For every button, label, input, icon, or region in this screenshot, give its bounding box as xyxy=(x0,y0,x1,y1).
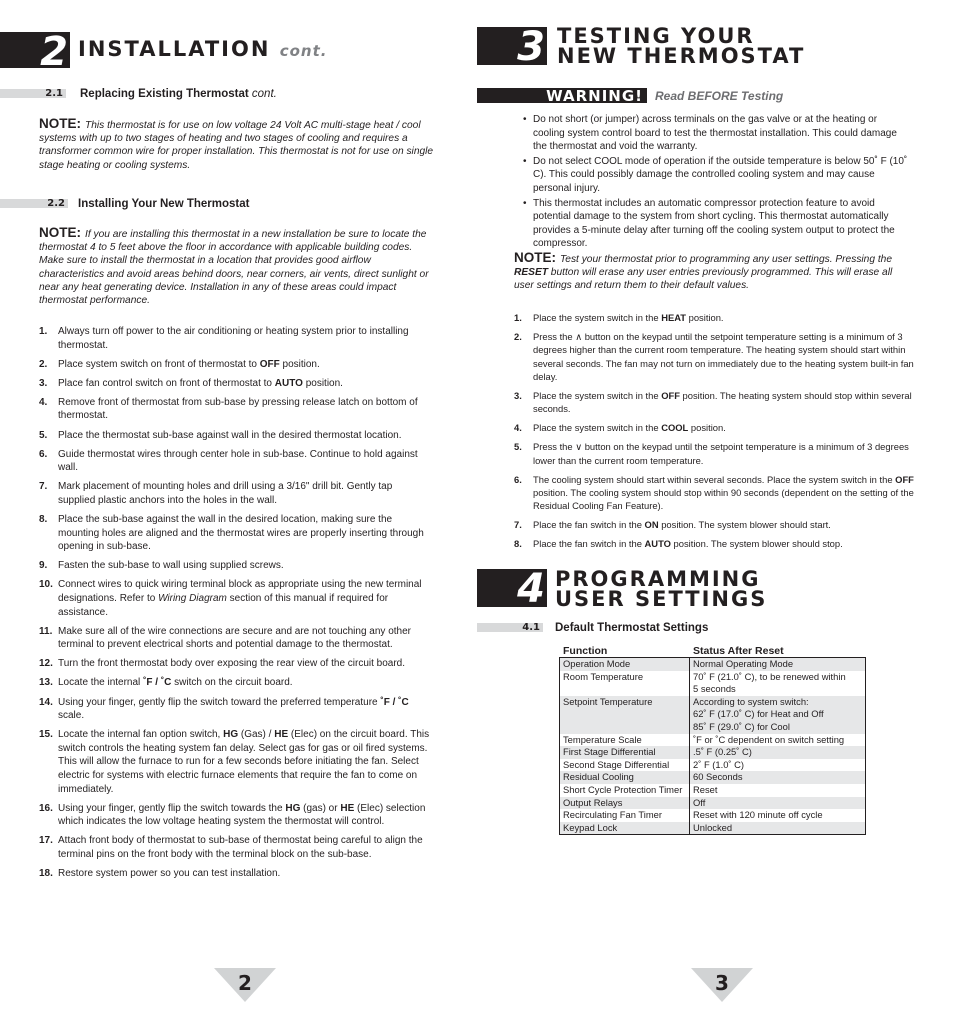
subsection-2-1 xyxy=(0,88,470,100)
step-number: 8. xyxy=(39,514,48,526)
table-cell-function: Residual Cooling xyxy=(560,771,690,784)
note-label: NOTE: xyxy=(514,250,556,265)
step-item xyxy=(39,325,431,352)
step-item xyxy=(514,389,928,416)
step-item xyxy=(39,559,431,573)
table-cell-function: Second Stage Differential xyxy=(560,759,690,772)
table-cell-status: Unlocked xyxy=(690,822,866,835)
section-title xyxy=(78,39,327,61)
step-text: Make sure all of the wire connections are secure and are not touching any other terminal to prevent electrical shorts and potential damage to the thermostat. xyxy=(58,625,411,651)
arrow-icon: ∧ xyxy=(575,330,583,342)
table-cell-status: Reset with 120 minute off cycle xyxy=(693,809,823,821)
default-settings-table xyxy=(559,657,866,835)
step-item xyxy=(39,513,431,554)
step-number: 16. xyxy=(39,802,53,814)
step-text: Connect wires to quick wiring terminal block as appropriate using the new terminal designations. Refer to Wiring Diagram section of this manual if required for assistance. xyxy=(58,579,422,618)
step-item xyxy=(39,657,431,671)
table-cell-status: According to system switch: 62˚ F (17.0˚ C) for Heat and Off 85˚ F (29.0˚ C) for Cool xyxy=(690,696,866,734)
step-number: 2. xyxy=(514,330,522,342)
note-text: This thermostat is for use on low voltage 24 Volt AC multi-stage heat / cool systems with up to two stages of heating and two stages of cooling and requires a transformer common wire for proper installation. This thermostat is not for use on single stage heating or cooling systems. xyxy=(39,120,434,171)
step-number: 7. xyxy=(39,481,48,493)
step-keyword: COOL xyxy=(661,422,689,434)
reset-keyword: RESET xyxy=(514,267,548,279)
step-item xyxy=(39,834,431,861)
step-keyword: AUTO xyxy=(644,538,671,550)
step-item xyxy=(514,330,928,384)
note-text: If you are installing this thermostat in a new installation be sure to locate the thermostat 4 to 5 feet above the floor in accordance with applicable building codes. Make sure to install the thermostat in a location that provides good airflow characteristics and avoid areas behind doors, near corners, air vents, direct sunlight or near any heat generating device. Installation in any of these areas could impact thermostat performance. xyxy=(39,229,429,307)
step-number: 3. xyxy=(514,390,522,402)
table-row xyxy=(560,746,866,759)
step-text: Place the thermostat sub-base against wall in the desired thermostat location. xyxy=(58,429,402,441)
section-header-installation xyxy=(0,28,470,75)
step-item xyxy=(514,421,928,434)
step-text: Fasten the sub-base to wall using supplied screws. xyxy=(58,560,284,572)
table-row xyxy=(560,809,866,822)
step-number: 14. xyxy=(39,696,53,708)
step-item xyxy=(514,440,928,467)
section-header-testing xyxy=(477,23,947,70)
note-label: NOTE: xyxy=(39,116,81,131)
step-keyword: ˚F / ˚C xyxy=(380,696,409,708)
step-text: Press the ∧ button on the keypad until the setpoint temperature setting is a minimum of 3 degrees higher than the current room temperature. The heating system should start within several seconds. The fan may not turn on immediately due to the heating system built-in fan delay. xyxy=(533,330,914,383)
step-number: 18. xyxy=(39,868,53,880)
step-item xyxy=(39,429,431,443)
step-text: Always turn off power to the air conditioning or heating system prior to installing thermostat. xyxy=(58,326,409,351)
step-text: Place the fan switch in the ON position. The system blower should start. xyxy=(533,519,831,531)
page-number-badge xyxy=(691,968,753,1002)
step-keyword: OFF xyxy=(895,473,914,485)
table-row xyxy=(560,822,866,835)
subsection-number: 2.2 xyxy=(0,199,68,208)
step-number: 13. xyxy=(39,677,53,689)
subsection-number: 2.1 xyxy=(0,89,66,98)
step-text: Locate the internal fan option switch, HG (Gas) / HE (Elec) on the circuit board. This switch controls the heating system fan delay. Select gas for gas or oil fired systems. This will allow the furnace to run for a few seconds before initiating the fan. Select electric for systems with electric furnace elements that require the fan to come on immediately. xyxy=(58,729,430,795)
subsection-4-1 xyxy=(477,622,947,634)
step-text: Place the system switch in the COOL position. xyxy=(533,422,726,434)
table-row xyxy=(560,797,866,810)
step-text: Attach front body of thermostat to sub-base of thermostat being careful to align the terminal pins on the front body with the terminal block on the sub-base. xyxy=(58,835,423,860)
step-item xyxy=(39,728,431,796)
table-row xyxy=(560,671,866,696)
subsection-label: Installing Your New Thermostat xyxy=(78,198,250,210)
subsection-2-2 xyxy=(0,198,470,210)
note-reset: NOTE: Test your thermostat prior to programming any user settings. Pressing the RESET button will erase any user entries previously programmed. This will erase all user settings and return them to their default values. xyxy=(514,250,893,292)
section-title xyxy=(557,26,805,66)
table-cell-function: Setpoint Temperature xyxy=(560,696,690,734)
step-number: 6. xyxy=(39,448,48,460)
subsection-label: Default Thermostat Settings xyxy=(555,622,709,634)
table-cell-function: First Stage Differential xyxy=(560,746,690,759)
step-text: Place the system switch in the HEAT position. xyxy=(533,312,724,323)
step-keyword: OFF xyxy=(259,358,280,370)
section-title-line1: TESTING YOUR xyxy=(557,24,755,48)
step-keyword: ON xyxy=(644,519,659,531)
step-keyword: AUTO xyxy=(274,377,303,389)
step-number: 11. xyxy=(39,625,53,637)
step-keyword: HG xyxy=(223,729,239,741)
step-number: 8. xyxy=(514,538,522,550)
step-keyword: ˚F / ˚C xyxy=(143,677,172,689)
section-title-line1: PROGRAMMING xyxy=(555,567,761,591)
step-number: 7. xyxy=(514,519,522,531)
step-text: Place the system switch in the OFF position. The heating system should stop within several seconds. xyxy=(533,390,912,415)
arrow-icon: ∨ xyxy=(575,441,583,453)
step-text: The cooling system should start within several seconds. Place the system switch in the OFF position. The cooling system should stop within 90 seconds (dependent on the setting of the Residual Cooling Fan Feature). xyxy=(533,473,914,512)
table-row xyxy=(560,658,866,671)
page-number: 2 xyxy=(238,971,252,995)
testing-steps xyxy=(514,311,928,556)
table-cell-status: 70˚ F (21.0˚ C), to be renewed within 5 seconds xyxy=(693,670,846,695)
step-number: 3. xyxy=(39,377,48,389)
step-item xyxy=(39,396,431,423)
step-item xyxy=(514,473,928,513)
table-cell-function: Recirculating Fan Timer xyxy=(560,809,690,822)
note-location xyxy=(39,226,431,307)
step-text: Place fan control switch on front of thermostat to AUTO position. xyxy=(58,377,343,389)
step-number: 15. xyxy=(39,729,53,741)
warning-banner xyxy=(477,88,947,104)
page-right xyxy=(477,0,954,1018)
step-item xyxy=(39,802,431,829)
step-item xyxy=(514,537,928,550)
warning-subtitle: Read BEFORE Testing xyxy=(655,89,784,103)
table-cell-function: Short Cycle Protection Timer xyxy=(560,784,690,797)
step-number: 4. xyxy=(514,422,522,434)
step-item xyxy=(39,448,431,475)
step-keyword: HG xyxy=(285,802,301,814)
table-cell-function: Keypad Lock xyxy=(560,822,690,835)
step-text: Using your finger, gently flip the switch towards the HG (gas) or HE (Elec) selection which indicates the low voltage heating system the thermostat will control. xyxy=(58,802,426,828)
page-number-badge xyxy=(214,968,276,1002)
step-number: 10. xyxy=(39,579,53,591)
step-keyword: HE xyxy=(274,729,289,741)
section-number: 2 xyxy=(0,32,70,68)
installation-steps xyxy=(39,325,431,886)
step-keyword: OFF xyxy=(661,390,680,402)
step-item xyxy=(514,518,928,531)
warning-bullets xyxy=(523,113,908,252)
table-header-status: Status After Reset xyxy=(693,645,784,657)
warning-bullet: • This thermostat includes an automatic compressor protection feature to avoid potential damage to the system from short cycling. This thermostat automatically provides a 5-minute delay after turning off the cooling system output to protect the compressor. xyxy=(523,197,908,251)
section-title xyxy=(555,569,767,609)
section-title-text: INSTALLATION xyxy=(78,37,271,61)
table-row xyxy=(560,696,866,734)
table-cell-status: 60 Seconds xyxy=(690,771,866,784)
step-item xyxy=(39,867,431,881)
step-number: 2. xyxy=(39,358,48,370)
table-cell-status: Off xyxy=(690,797,866,810)
step-item xyxy=(39,377,431,391)
section-number: 4 xyxy=(477,569,547,607)
page-number: 3 xyxy=(715,971,729,995)
section-title-cont: cont. xyxy=(279,42,328,60)
warning-label: WARNING! xyxy=(477,88,647,103)
step-text: Remove front of thermostat from sub-base by pressing release latch on bottom of thermostat. xyxy=(58,396,418,422)
section-header-programming xyxy=(477,565,947,612)
table-cell-status: Reset xyxy=(693,783,718,795)
section-title-line2: USER SETTINGS xyxy=(555,587,768,611)
step-item xyxy=(39,696,431,723)
subsection-number: 4.1 xyxy=(477,623,543,632)
section-number: 3 xyxy=(477,27,547,65)
note-label: NOTE: xyxy=(39,225,81,240)
warning-bullet: • Do not select COOL mode of operation if the outside temperature is below 50˚ F (10˚ C). This could possibly damage the controlled cooling system and may cause personal injury. xyxy=(523,155,908,196)
step-item xyxy=(514,311,928,324)
table-cell-status: 2˚ F (1.0˚ C) xyxy=(693,758,745,770)
table-cell-status: .5˚ F (0.25˚ C) xyxy=(690,746,866,759)
step-number: 9. xyxy=(39,560,48,572)
step-text: Locate the internal ˚F / ˚C switch on the circuit board. xyxy=(58,677,293,689)
table-cell-status: ˚F or ˚C dependent on switch setting xyxy=(693,733,845,745)
table-cell-status: Normal Operating Mode xyxy=(690,658,866,671)
step-item xyxy=(39,676,431,690)
step-item xyxy=(39,625,431,652)
table-header-function: Function xyxy=(563,645,608,657)
step-text: Restore system power so you can test installation. xyxy=(58,868,281,880)
table-row xyxy=(560,784,866,797)
step-item xyxy=(39,578,431,619)
step-text: Place the sub-base against the wall in the desired location, making sure the mounting holes are aligned and the thermostat wires are properly inserting through opening in sub-base. xyxy=(58,514,424,553)
step-text: Place the fan switch in the AUTO position. The system blower should stop. xyxy=(533,538,843,550)
step-text: Turn the front thermostat body over exposing the rear view of the circuit board. xyxy=(58,658,406,670)
step-number: 1. xyxy=(39,326,48,337)
step-number: 12. xyxy=(39,658,53,670)
step-text: Guide thermostat wires through center hole in sub-base. Continue to hold against wall. xyxy=(58,448,418,474)
table-cell-function: Output Relays xyxy=(560,797,690,810)
step-number: 6. xyxy=(514,473,522,485)
step-item xyxy=(39,480,431,507)
step-keyword: HEAT xyxy=(661,312,687,323)
table-cell-function: Temperature Scale xyxy=(560,734,690,747)
warning-bullet: • Do not short (or jumper) across terminals on the gas valve or at the heating or cooling system control board to test the thermostat installation. This could damage the thermostat and void the warranty. xyxy=(523,113,908,154)
note-single-stage xyxy=(39,117,439,172)
step-text: Press the ∨ button on the keypad until the setpoint temperature is a minimum of 3 degrees lower than the current room temperature. xyxy=(533,441,909,466)
step-number: 4. xyxy=(39,396,48,408)
table-cell-function: Operation Mode xyxy=(560,658,690,671)
table-row xyxy=(560,771,866,784)
step-number: 17. xyxy=(39,835,53,847)
table-cell-function: Room Temperature xyxy=(560,671,690,696)
table-row xyxy=(560,734,866,747)
step-reference: Wiring Diagram xyxy=(158,593,227,604)
step-number: 5. xyxy=(514,441,522,453)
step-text: Place system switch on front of thermostat to OFF position. xyxy=(58,358,320,370)
section-title-line2: NEW THERMOSTAT xyxy=(557,44,806,68)
step-keyword: HE xyxy=(340,802,355,814)
step-text: Using your finger, gently flip the switch toward the preferred temperature ˚F / ˚C scale. xyxy=(58,696,409,722)
step-text: Mark placement of mounting holes and drill using a 3/16" drill bit. Gently tap supplied plastic anchors into the holes in the wall. xyxy=(58,481,393,506)
step-number: 5. xyxy=(39,429,48,441)
table-row xyxy=(560,759,866,772)
step-number: 1. xyxy=(514,312,522,323)
subsection-label: Replacing Existing Thermostat cont. xyxy=(80,88,277,100)
step-item xyxy=(39,358,431,372)
